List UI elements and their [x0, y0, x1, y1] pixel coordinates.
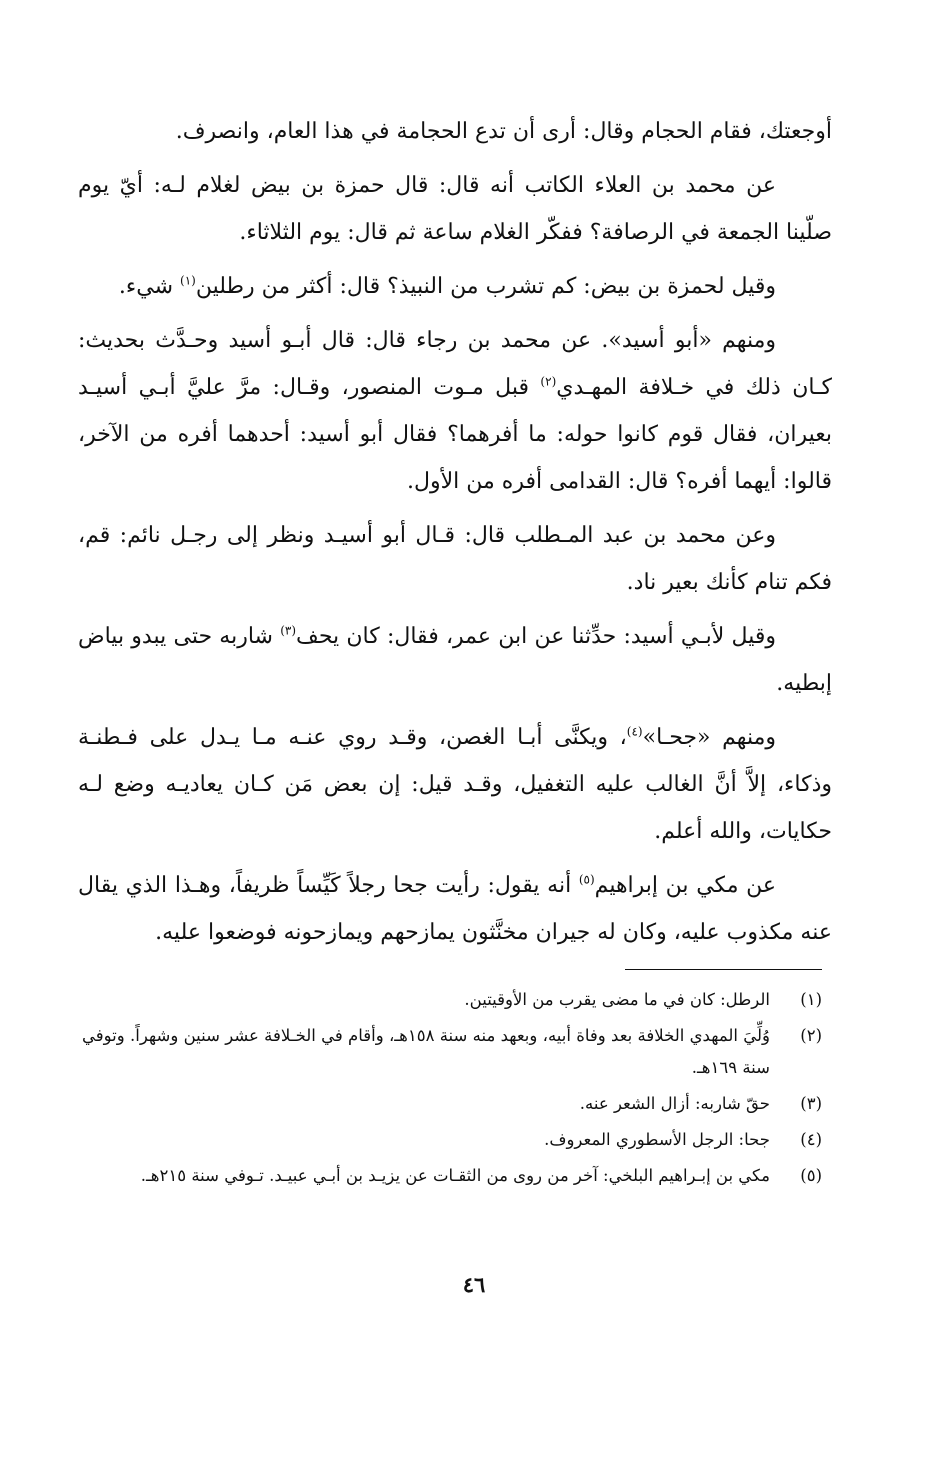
text-segment: ومنهم «جحـا»: [642, 725, 776, 750]
text-segment: قبل مـوت المنصور، وقـال: مرَّ عليَّ أبـي أسيـد بعيران، فقال قوم كانوا حوله: ما أفرهما؟ فقال أبو أسيد: أحدهما أفره من الآخر، قالوا: أيهما أفره؟ قال: القدامى أفره من الأول.: [78, 375, 833, 494]
text-segment: ، ويكنَّى أبـا الغصن، وقـد روي عنـه مـا يـدل على فـطنـة وذكاء، إلاَّ أنَّ الغالب عليه التغفيل، وقـد قيل: إن بعض مَن كـان يعاديـه وضع لـه حكايات، والله أعلم.: [78, 725, 832, 844]
footnote-item: [82, 1020, 822, 1084]
footnote-text: جحا: الرجل الأسطوري المعروف.: [544, 1130, 770, 1149]
footnote-text: مكي بن إبـراهيم البلخي: آخر من روى من الثقـات عن يزيـد بن أبـي عبيـد. تـوفي سنة ٢١٥هـ.: [140, 1166, 770, 1185]
text-segment: عن مكي بن إبراهيم: [594, 873, 776, 898]
text-segment: وقيل لحمزة بن بيض: كم تشرب من النبيذ؟ قال: أكثر من رطلين: [195, 274, 776, 299]
footnote-number: (١): [800, 990, 822, 1009]
footnote-marker: (٢): [540, 374, 557, 389]
paragraph-p2: [78, 162, 832, 256]
text-segment: وعن محمد بن عبد المـطلب قال: قـال أبو أسيـد ونظر إلى رجـل نائم: قم، فكم تنام كأنك بعير ناد.: [78, 523, 832, 595]
text-segment: عن محمد بن العلاء الكاتب أنه قال: قال حمزة بن بيض لغلام لـه: أيّ يوم صلّينا الجمعة في الرصافة؟ ففكّر الغلام ساعة ثم قال: يوم الثلاثاء.: [78, 173, 832, 245]
paragraph-p7: [78, 714, 832, 855]
footnote-number: (٤): [800, 1130, 822, 1149]
footnote-number: (٣): [800, 1094, 822, 1113]
text-segment: أنه يقول: رأيت جحا رجلاً كَيِّساً ظريفاً، وهـذا الذي يقال عنه مكذوب عليه، وكان له جيران مخنَّثون يمازحهم ويمازحونه فوضعوا عليه.: [78, 873, 832, 945]
footnote-marker: (٣): [280, 623, 297, 638]
footnote-item: [82, 1124, 822, 1156]
paragraph-p6: [78, 613, 832, 707]
footnote-item: [82, 984, 822, 1016]
footnote-marker: (٥): [578, 872, 595, 887]
footnote-item: [82, 1160, 822, 1192]
main-text: [78, 108, 832, 963]
footnote-marker: (١): [180, 273, 196, 288]
footnote-number: (٥): [800, 1166, 822, 1185]
text-segment: وقيل لأبـي أسيد: حدِّثنا عن ابن عمر، فقال: كان يحف: [296, 624, 776, 649]
footnote-text: وُلِّيَ المهدي الخلافة بعد وفاة أبيه، وبعهد منه سنة ١٥٨هـ، وأقام في الخـلافة عشر سنين وشهراً. وتوفي سنة ١٦٩هـ.: [82, 1026, 770, 1077]
footnote-marker: (٤): [626, 724, 643, 739]
footnote-text: حقّ شاربه: أزال الشعر عنه.: [579, 1094, 770, 1113]
text-segment: ومنهم «أبو أسيد». عن محمد بن رجاء قال: قال أبـو أسيد وحـدَّث بحديث: كـان ذلك في خـلافة المهـدي: [78, 328, 832, 400]
footnote-separator: [625, 969, 822, 970]
footnotes: [82, 984, 822, 1196]
paragraph-p5: [78, 512, 832, 606]
page-number: ٤٦: [462, 1272, 486, 1297]
paragraph-p1: [78, 108, 832, 155]
text-segment: أوجعتك، فقام الحجام وقال: أرى أن تدع الحجامة في هذا العام، وانصرف.: [175, 119, 832, 144]
paragraph-p8: [78, 862, 832, 956]
text-segment: شيء.: [118, 274, 180, 299]
footnote-item: [82, 1088, 822, 1120]
footnote-text: الرطل: كان في ما مضى يقرب من الأوقيتين.: [464, 990, 770, 1009]
paragraph-p3: [78, 263, 832, 310]
paragraph-p4: [78, 317, 832, 505]
text-segment: شاربه حتى يبدو بياض إبطيه.: [78, 624, 832, 696]
footnote-number: (٢): [800, 1026, 822, 1045]
